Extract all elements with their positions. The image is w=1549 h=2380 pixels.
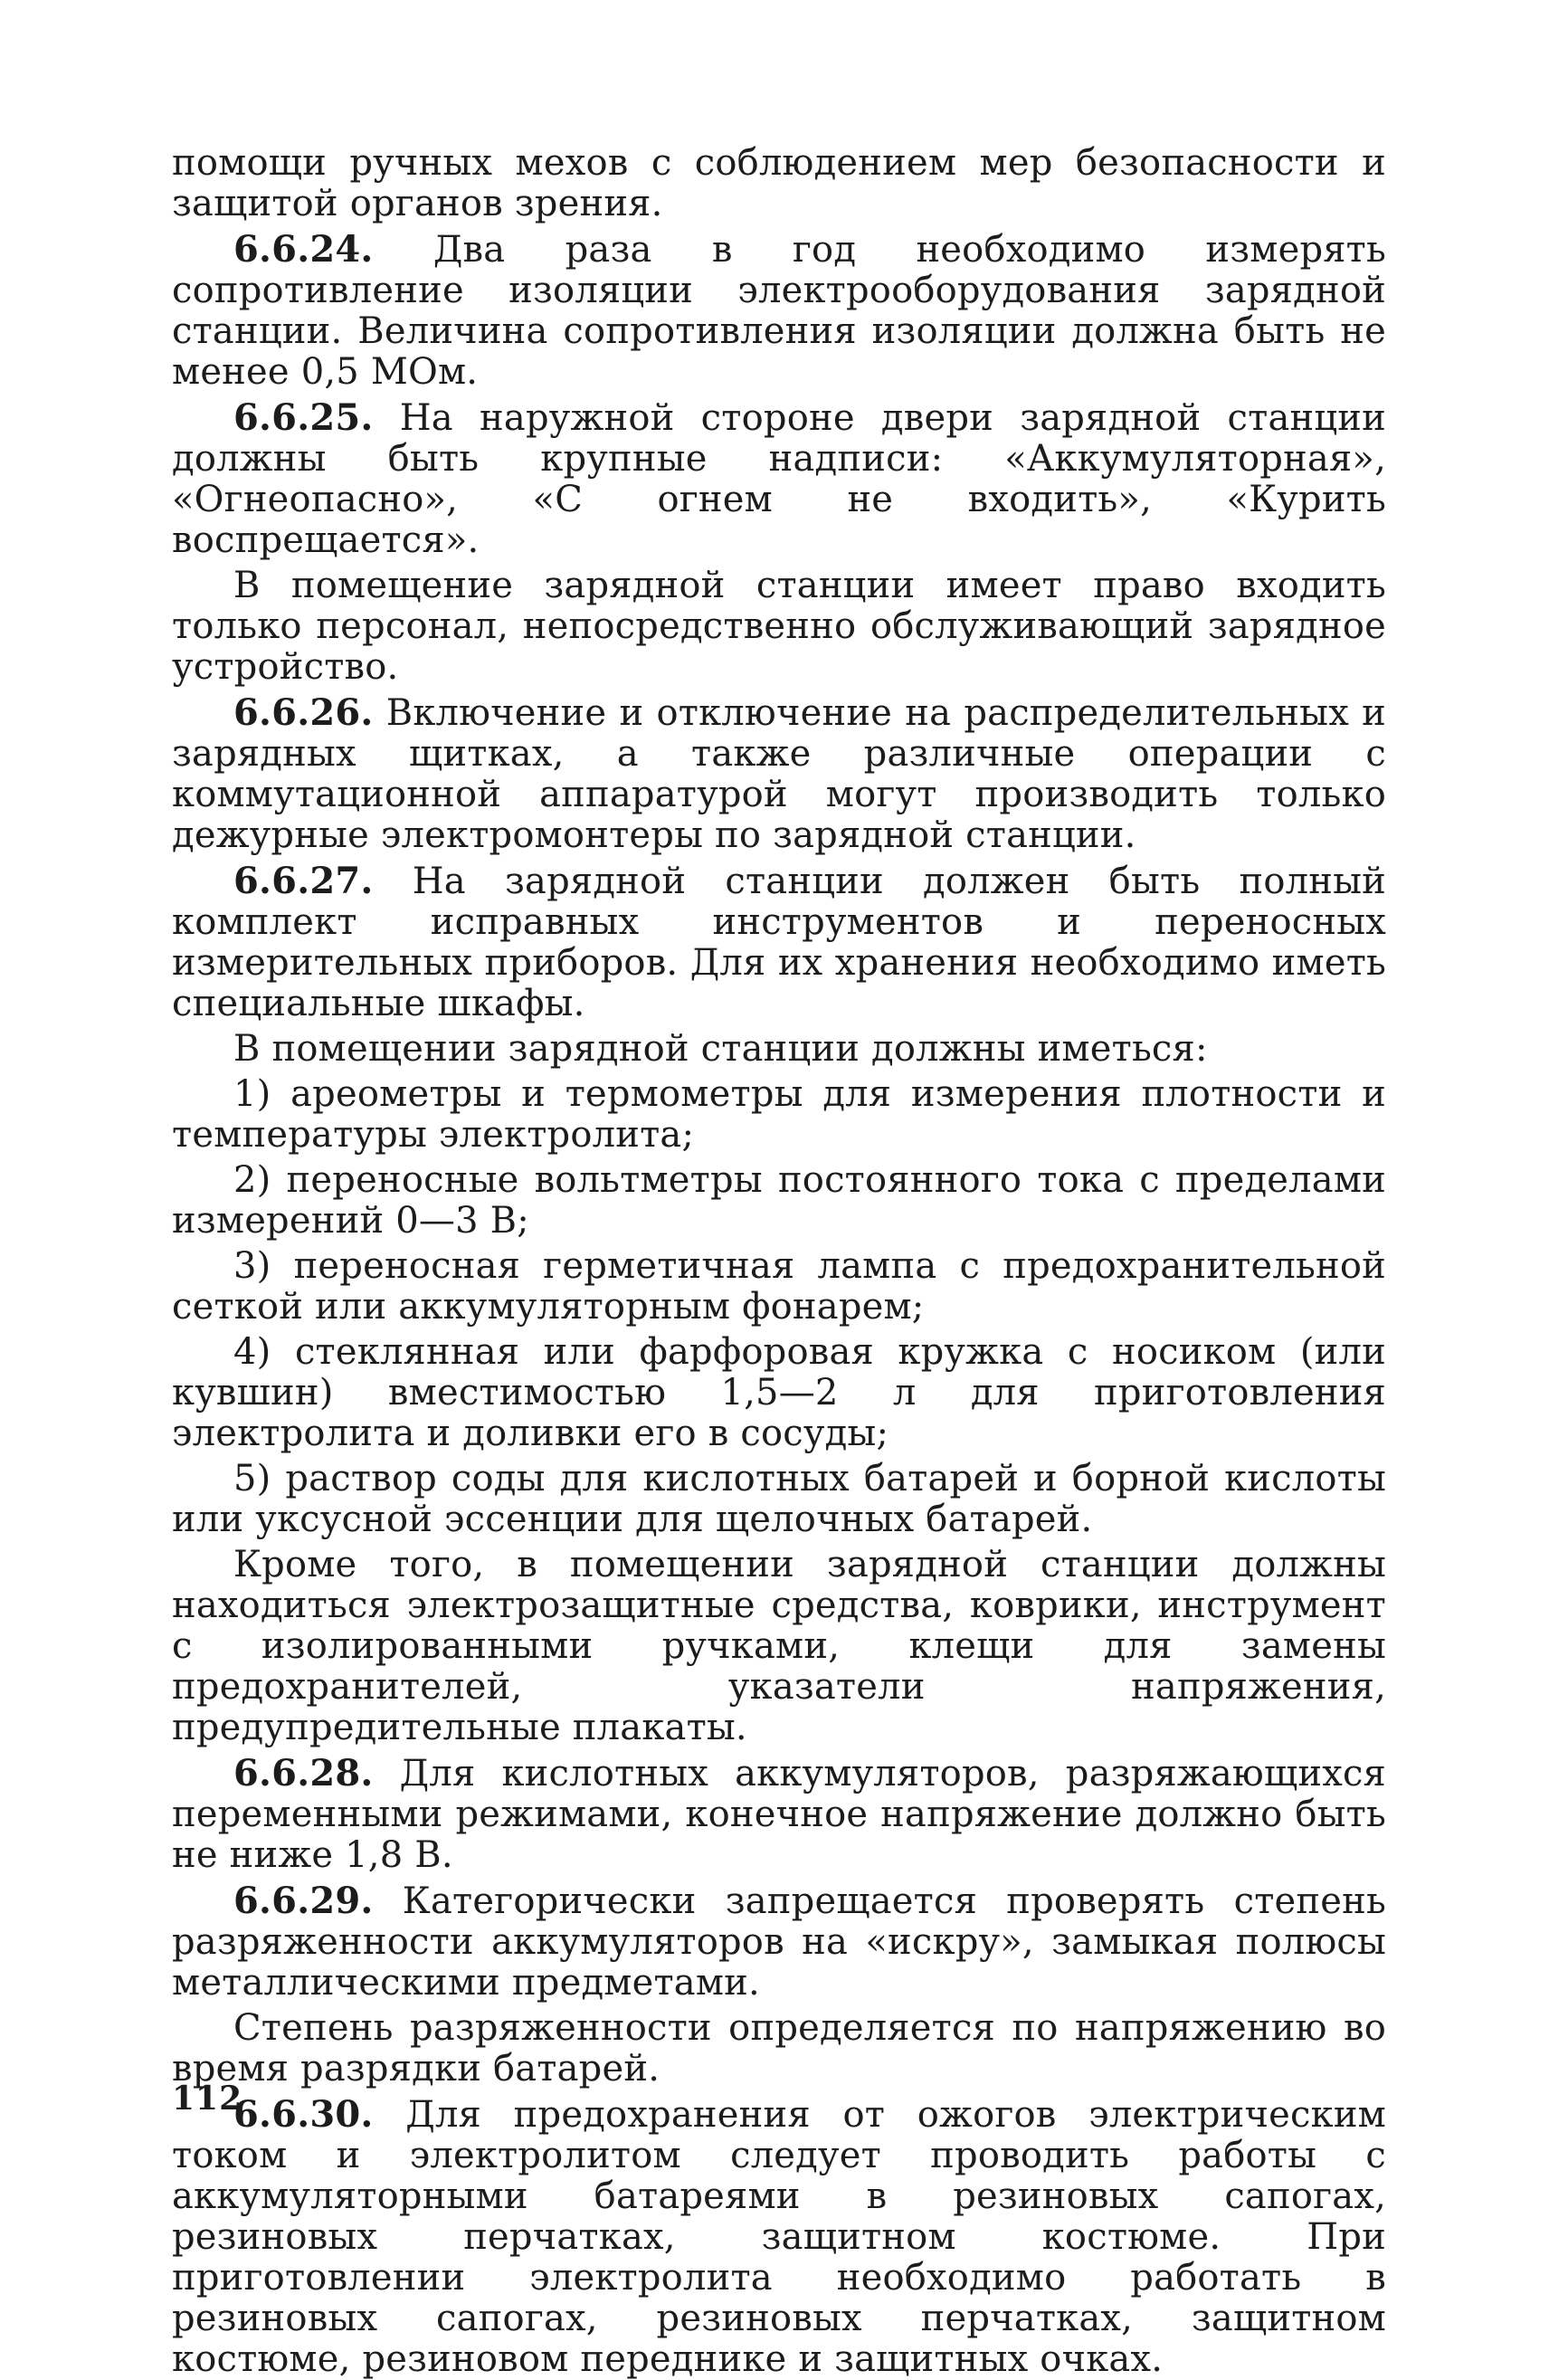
list-item-4 [172, 1332, 1386, 1454]
paragraph-continuation [172, 143, 1386, 224]
paragraph-discharge-level [172, 2008, 1386, 2090]
section-number: 6.6.29. [233, 1880, 374, 1922]
list-item-text: 2) переносные вольтметры постоянного тока с пределами измерений 0—3 В; [172, 1159, 1386, 1242]
section-number: 6.6.26. [233, 691, 374, 734]
list-item-text: 1) ареометры и термометры для измерения плотности и температуры электролита; [172, 1073, 1386, 1156]
section-number: 6.6.28. [233, 1752, 374, 1795]
paragraph-text: Кроме того, в помещении зарядной станции должны находиться электрозащитные средства, коврики, инструмент с изолированными ручками, клещи для замены предохранителей, указатели напряжения, предупредительные плакаты. [172, 1544, 1386, 1748]
paragraph-6-6-25 [172, 397, 1386, 561]
paragraph-6-6-29 [172, 1880, 1386, 2004]
paragraph-protective-equipment [172, 1545, 1386, 1748]
paragraph-text: В помещение зарядной станции имеет право входить только персонал, непосредственно обслуживающий зарядное устройство. [172, 565, 1386, 688]
paragraph-text: Два раза в год необходимо измерять сопротивление изоляции электрооборудования зарядной станции. Величина сопротивления изоляции должна быть не менее 0,5 МОм. [172, 229, 1386, 393]
list-item-5 [172, 1459, 1386, 1540]
paragraph-text: На зарядной станции должен быть полный комплект исправных инструментов и переносных измерительных приборов. Для их хранения необходимо иметь специальные шкафы. [172, 861, 1387, 1024]
paragraph-text: На наружной стороне двери зарядной станции должны быть крупные надписи: «Аккумуляторная», «Огнеопасно», «С огнем не входить», «Курить воспрещается». [172, 397, 1387, 561]
section-number: 6.6.27. [233, 860, 374, 902]
list-item-3 [172, 1246, 1386, 1328]
paragraph-6-6-24 [172, 229, 1386, 393]
list-item-text: 5) раствор соды для кислотных батарей и борной кислоты или уксусной эссенции для щелочных батарей. [172, 1458, 1386, 1540]
paragraph-text: Включение и отключение на распределительных и зарядных щитках, а также различные операции с коммутационной аппаратурой могут производить только дежурные электромонтеры по зарядной станции. [172, 692, 1387, 856]
paragraph-access-rule [172, 566, 1386, 688]
list-item-1 [172, 1074, 1386, 1156]
paragraph-text: Для предохранения от ожогов электрическим током и электролитом следует проводить работы с аккумуляторными батареями в резиновых сапогах, резиновых перчатках, защитном костюме. При приготовлении электролита необходимо работать в резиновых сапогах, резиновых перчатках, защитном костюме, резиновом переднике и защитных очках. [172, 2094, 1386, 2380]
paragraph-6-6-26 [172, 692, 1386, 856]
list-item-text: 4) стеклянная или фарфоровая кружка с носиком (или кувшин) вместимостью 1,5—2 л для приготовления электролита и доливки его в сосуды; [172, 1331, 1386, 1454]
paragraph-text: Категорически запрещается проверять степень разряженности аккумуляторов на «искру», замыкая полюсы металлическими предметами. [172, 1880, 1386, 2004]
list-item-2 [172, 1160, 1386, 1242]
section-number: 6.6.24. [233, 228, 374, 271]
paragraph-text: В помещении зарядной станции должны иметься: [233, 1028, 1208, 1070]
paragraph-6-6-30 [172, 2094, 1386, 2380]
paragraph-text: Для кислотных аккумуляторов, разряжающихся переменными режимами, конечное напряжение должно быть не ниже 1,8 В. [172, 1753, 1386, 1876]
paragraph-6-6-28 [172, 1753, 1386, 1876]
section-number: 6.6.25. [233, 396, 374, 439]
paragraph-text: помощи ручных мехов с соблюдением мер безопасности и защитой органов зрения. [172, 142, 1386, 224]
page-body [172, 143, 1386, 2380]
list-item-text: 3) переносная герметичная лампа с предохранительной сеткой или аккумуляторным фонарем; [172, 1245, 1386, 1328]
page-number: 112 [172, 2080, 243, 2118]
paragraph-6-6-27 [172, 861, 1386, 1024]
section-number: 6.6.30. [233, 2093, 374, 2136]
paragraph-text: Степень разряженности определяется по напряжению во время разрядки батарей. [172, 2007, 1386, 2090]
paragraph-list-intro [172, 1029, 1386, 1070]
